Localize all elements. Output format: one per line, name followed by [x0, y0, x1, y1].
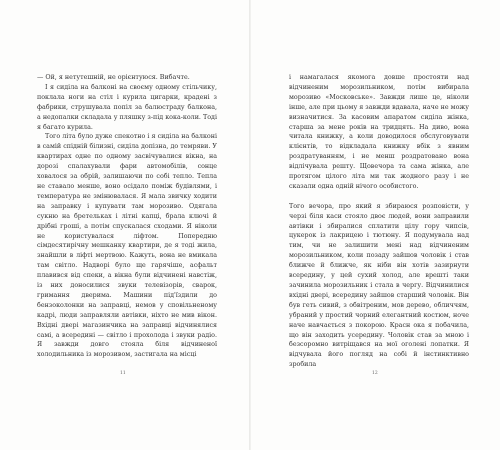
paragraph: — Ой, я нетутешній, не орієнтуюся. Вибачте. [37, 74, 190, 81]
right-page-text [289, 73, 469, 370]
paragraph: Того вечора, про який я збираюся розповісти, у черзі біля каси стояло двоє людей, вони заправили автівки і збиралися сплатити цілу гору чипсів, цукерок із лакрицею і тютюну. Я подумувала над тим, чи не залишити мені над відчиненим морозильником, коли позаду зайшов чоловік і став ближче й ближче, як ніби він хотів зазирнути всередину, у цей сухий холод, але врешті таки зачинила морозильник і стала в чергу. Відчинилися вхідні двері, всередину зайшов старший чоловік. Він був геть сивий, з обвітреним, мов дерево, обличчям, убраний у простий чорний елегантний костюм, ноче наче навчається з покорою. Красн ока я побачила, що він заходить усередину. Чоловік став за мною і безсоромно витріщався на мої оголені лопатки. Я відчувала його погляд на собі й інстинктивно зробила [289, 202, 469, 369]
left-page-text [37, 73, 217, 360]
paragraph: і намагалася якомога довше простояти над відчиненим морозильником, потім вибирала морозиво «Московське». Завжди лише це, ніколи інше, але при цьому я завжди вдавала, наче не можу визначитися. За касовим апаратом сиділа жінка, старша за мене років на тридцять. На диво, вона читала книжку, а коли доводилося обслуговувати клієнтів, то відкладала книжку вбік з явним роздратуванням, і не менш роздратовано вона відлічувала решту. Щовечора та сама жінка, але протягом цілого літа ми так жодного разу і не сказали одна одній нічого особистого. [289, 74, 469, 190]
paragraph: Того літа було дуже спекотно і я сиділа на балконі в самій спідній білизні, сиділа допізна, до темряви. У квартирах одне по одному засвічувалися вікна, на дорозі спалахували фари автомобілів, сонце ховалося за обрій, залишаючи по собі тепло. Тепла не ставало менше, воно осідало поміж будівлями, і температура не змінювалася. Я мала звичку ходити на заправку і купувати там морозиво. Одягала сукню на бретельках і літні капці, брала ключі й дрібні гроші, а потім спускалася сходами. Я ніколи не користувалася ліфтом. Попередню сімдесятирічну мешканку квартири, де я тоді жила, знайшли в ліфті мертвою. Кажуть, вона не вмикала там світло. Надворі було ще гарячіше, асфальт плавився від спеки, а вікна були відчинені навстіж, із них доносилися звуки телевізорів, сварок, гримання дверима. Машини під'їздили до бензоколонки на заправці, немов у сповільненому кадрі, люди заправляли автівки, ніхто не мив вікон. Вхідні двері магазинчика на заправці відчинялися самі, а всередині — світло і прохолода і звуки радіо. Я завжди довго стояла біля відчиненої холодильника із морозивом, застигала на місці [37, 133, 217, 359]
left-page [0, 0, 249, 450]
right-page [251, 0, 500, 450]
page-number: 11 [120, 371, 126, 376]
paragraph: І я сиділа на балконі на своєму одному стільчику, поклала ноги на стіл і курила цигарки, крадені з фабрики, струшувала попіл за балюстраду балкона, а недопалки складала у пляшку з-під кока-коли. Тоді я багато курила. [37, 83, 217, 131]
page-number: 12 [372, 371, 378, 376]
